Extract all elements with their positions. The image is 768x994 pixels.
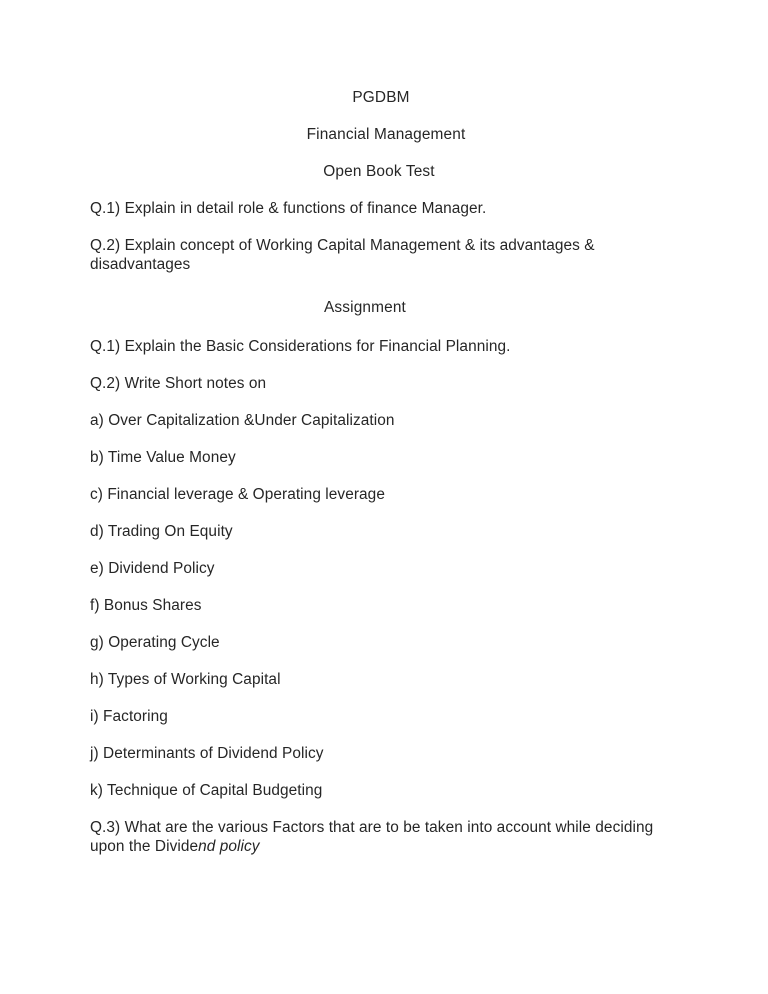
short-note-item-j: j) Determinants of Dividend Policy	[90, 745, 324, 762]
short-note-item-a: a) Over Capitalization &Under Capitalization	[90, 412, 395, 429]
assignment-question-3-italic: nd policy	[198, 838, 260, 855]
short-note-item-f: f) Bonus Shares	[90, 597, 202, 614]
heading-assignment: Assignment	[324, 299, 406, 316]
short-note-item-b: b) Time Value Money	[90, 449, 236, 466]
document-body	[90, 88, 682, 874]
short-note-item-g: g) Operating Cycle	[90, 634, 220, 651]
heading-exam-type: Open Book Test	[323, 163, 435, 180]
short-note-item-d: d) Trading On Equity	[90, 523, 233, 540]
open-book-test-question-1: Q.1) Explain in detail role & functions of finance Manager.	[90, 200, 487, 217]
open-book-test-question-2: Q.2) Explain concept of Working Capital Management & its advantages & disadvantages	[90, 237, 595, 273]
short-note-item-h: h) Types of Working Capital	[90, 671, 281, 688]
assignment-question-2: Q.2) Write Short notes on	[90, 375, 267, 392]
short-note-item-c: c) Financial leverage & Operating leverage	[90, 486, 385, 503]
assignment-question-1: Q.1) Explain the Basic Considerations for Financial Planning.	[90, 338, 511, 355]
assignment-question-3-upright: Q.3) What are the various Factors that are to be taken into account while deciding upon the Divide	[90, 819, 654, 855]
short-note-item-e: e) Dividend Policy	[90, 560, 215, 577]
assignment-question-3	[90, 818, 682, 856]
short-note-item-k: k) Technique of Capital Budgeting	[90, 782, 323, 799]
heading-program: PGDBM	[352, 89, 410, 106]
heading-subject: Financial Management	[306, 126, 466, 143]
short-note-item-i: i) Factoring	[90, 708, 168, 725]
